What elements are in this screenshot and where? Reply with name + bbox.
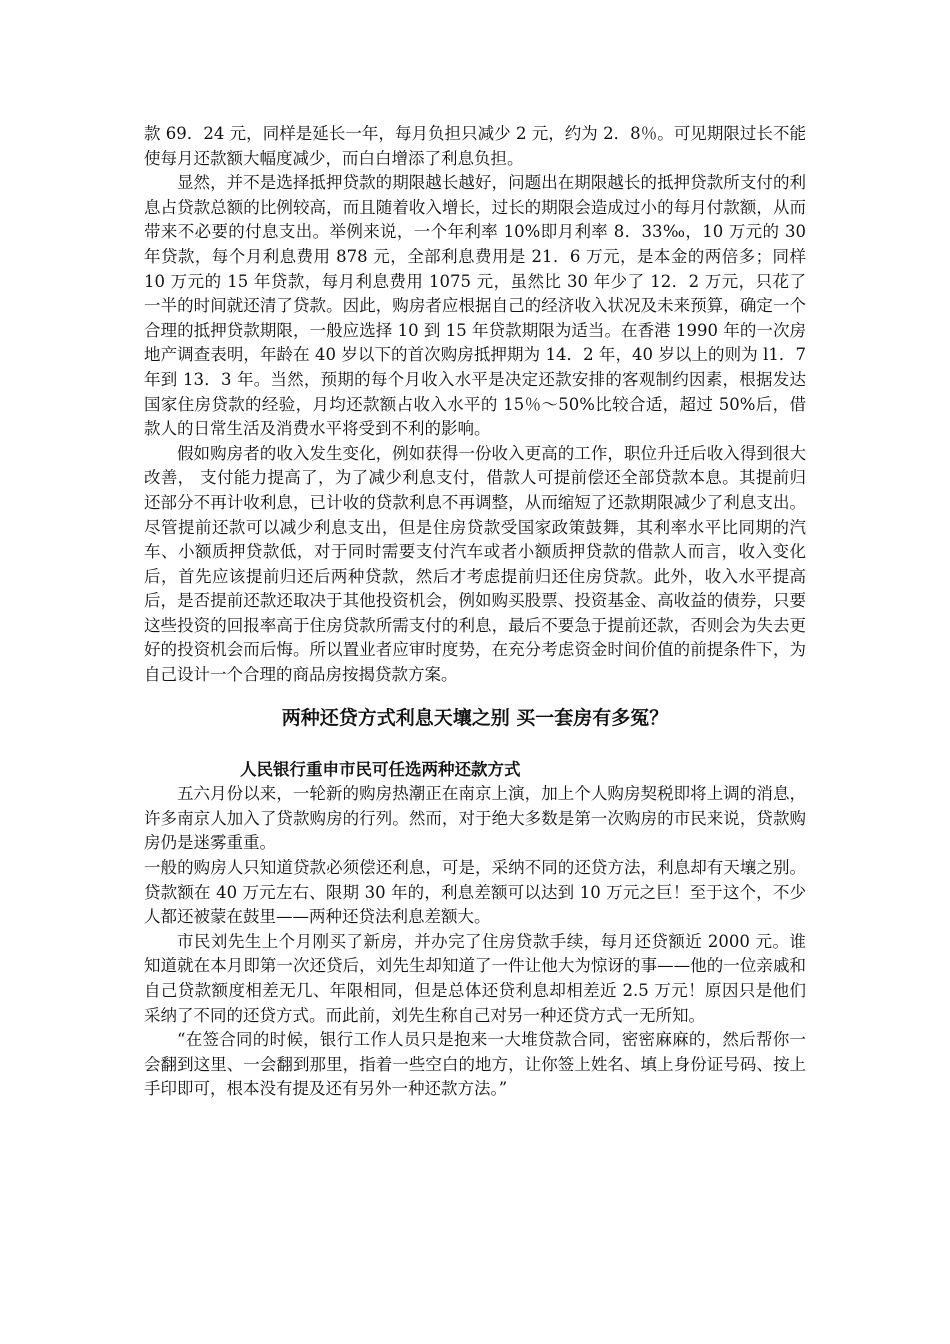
article-subtitle: 人民银行重申市民可任选两种还款方式 <box>240 759 521 779</box>
paragraph-early-repayment: 假如购房者的收入发生变化，例如获得一份收入更高的工作，职位升迁后收入得到很大改善， 支付能力提高了，为了减少利息支付，借款人可提前偿还全部贷款本息。其提前归还部分不再计收利息，已计收的贷款利息不再调整，从而缩短了还款期限减少了利息支出。尽管提前还款可以减少利息支出，但是住房贷款受国家政策鼓舞，其利率水平比同期的汽车、小额质押贷款低，对于同时需要支付汽车或者小额质押贷款的借款人而言，收入变化后，首先应该提前归还后两种贷款，然后才考虑提前归还住房贷款。此外，收入水平提高后，是否提前还款还取决于其他投资机会，例如购买股票、投资基金、高收益的债券，只要这些投资的回报率高于住房贷款所需支付的利息，最后不要急于提前还款，否则会为失去更好的投资机会而后悔。所以置业者应审时度势，在充分考虑资金时间价值的前提条件下，为自己设计一个合理的商品房按揭贷款方案。 <box>144 443 806 685</box>
paragraph-quote: “在签合同的时候，银行工作人员只是抱来一大堆贷款合同，密密麻麻的，然后帮你一会翻到这里、一会翻到那里，指着一些空白的地方，让你签上姓名、填上身份证号码、按上手印即可，根本没有提及还有另外一种还款方法。” <box>144 1030 806 1099</box>
document-body <box>144 122 806 1102</box>
article-title: 两种还贷方式利息天壤之别 买一套房有多冤？ <box>281 706 669 729</box>
paragraph-interest-difference: 一般的购房人只知道贷款必须偿还利息，可是，采纳不同的还贷方法，利息却有天壤之别。贷款额在 40 万元左右、限期 30 年的，利息差额可以达到 10 万元之巨！至于这个，不少人都还被蒙在鼓里——两种还贷法利息差额大。 <box>144 858 806 927</box>
paragraph-nanjing-housing: 五六月份以来，一轮新的购房热潮正在南京上演，加上个人购房契税即将上调的消息，许多南京人加入了贷款购房的行列。然而，对于绝大多数是第一次购房的市民来说，贷款购房仍是迷雾重重。 <box>144 784 806 853</box>
paragraph-loan-term-analysis: 显然，并不是选择抵押贷款的期限越长越好，问题出在期限越长的抵押贷款所支付的利息占贷款总额的比例较高，而且随着收入增长，过长的期限会造成过小的每月付款额，从而带来不必要的付息支出。举例来说，一个年利率 10%即月利率 8．33‰，10 万元的 30 年贷款，每个月利息费用 878 元，全部利息费用是 21．6 万元，是本金的两倍多；同样 10 万元的 15 年贷款，每月利息费用 1075 元，虽然比 30 年少了 12．2 万元，只花了一半的时间就还清了贷款。因此，购房者应根据自己的经济收入状况及未来预算，确定一个合理的抵押贷款期限，一般应选择 10 到 15 年贷款期限为适当。在香港 1990 年的一次房地产调查表明，年龄在 40 岁以下的首次购房抵押期为 14．2 年，40 岁以上的则为 l1．7 年到 13．3 年。当然，预期的每个月收入水平是决定还款安排的客观制约因素，根据发达国家住房贷款的经验，月均还款额占收入水平的 15％～50%比较合适，超过 50%后，借款人的日常生活及消费水平将受到不利的影响。 <box>144 173 806 439</box>
paragraph-continuation: 款 69．24 元，同样是延长一年，每月负担只减少 2 元，约为 2．8％。可见期限过长不能使每月还款额大幅度减少，而白白增添了利息负担。 <box>144 124 806 168</box>
paragraph-mr-liu: 市民刘先生上个月刚买了新房，并办完了住房贷款手续，每月还贷额近 2000 元。谁知道就在本月即第一次还贷后，刘先生却知道了一件让他大为惊讶的事——他的一位亲戚和自己贷款额度相差无几、年限相同，但是总体还贷利息却相差近 2.5 万元！原因只是他们采纳了不同的还贷方式。而此前，刘先生称自己对另一种还贷方式一无所知。 <box>144 931 806 1025</box>
